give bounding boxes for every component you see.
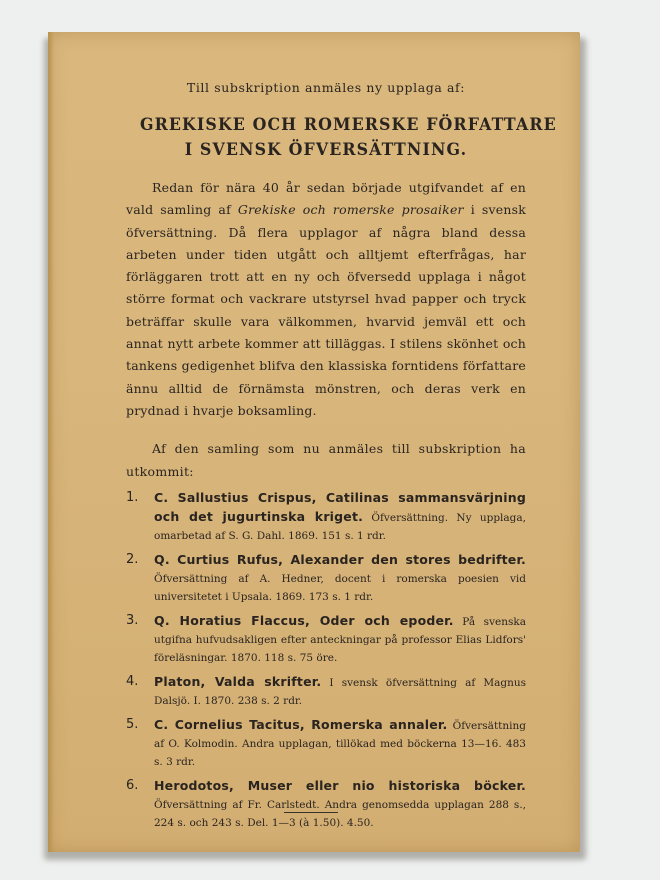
spine-edge <box>48 32 54 852</box>
item-title: Herodotos, Muser eller nio historiska böcker. <box>154 777 526 793</box>
list-item <box>126 551 526 606</box>
item-number: 1. <box>126 489 139 505</box>
item-title: Q. Horatius Flaccus, Oder och epoder. <box>154 612 454 628</box>
description-italic-title: Grekiske och romerske prosaiker <box>237 202 464 218</box>
item-number: 5. <box>126 716 139 732</box>
item-details: Öfversättning af A. Hedner, docent i romerska poesien vid universitetet i Upsala. 1869. 173 s. 1 rdr. <box>154 572 526 603</box>
item-text <box>154 612 526 667</box>
item-details: Öfversättning af Fr. Carlstedt. Andra genomsedda upplagan 288 s., 224 s. och 243 s. Del. 1—3 (à 1.50). 4.50. <box>154 798 526 829</box>
item-details: I svensk öfversättning af Magnus Dalsjö. I. 1870. 238 s. 2 rdr. <box>154 676 526 707</box>
item-title: Platon, Valda skrifter. <box>154 673 322 689</box>
item-number: 3. <box>126 612 139 628</box>
item-details: Öfversättning af O. Kolmodin. Andra upplagan, tillökad med böckerna 13—16. 483 s. 3 rdr. <box>154 719 526 768</box>
item-text <box>154 551 526 606</box>
item-title: C. Cornelius Tacitus, Romerska annaler. <box>154 716 448 732</box>
item-number: 2. <box>126 551 139 567</box>
book-back-cover <box>48 32 580 852</box>
item-text <box>154 673 526 710</box>
list-item <box>126 489 526 545</box>
series-title-line-1: GREKISKE OCH ROMERSKE FÖRFATTARE <box>140 115 557 135</box>
item-text <box>154 777 526 832</box>
item-text <box>154 489 526 545</box>
published-works-list <box>126 489 526 832</box>
list-item <box>126 716 526 771</box>
list-item <box>126 612 526 667</box>
list-item <box>126 777 526 832</box>
item-text <box>154 716 526 771</box>
cover-text-block <box>126 80 557 832</box>
item-title: C. Sallustius Crispus, Catilinas sammansvärjning och det jugurtinska kriget. <box>154 489 526 524</box>
published-intro-paragraph: Af den samling som nu anmäles till subskription ha utkommit: <box>126 441 526 479</box>
description-text-start: Redan för nära 40 år sedan började utgifvandet af en vald samling af <box>126 180 526 218</box>
closing-rule <box>284 812 338 813</box>
item-details: Öfversättning. Ny upplaga, omarbetad af S. G. Dahl. 1869. 151 s. 1 rdr. <box>154 511 526 542</box>
description-text-end: i svensk öfversättning. Då flera upplagor af några bland dessa arbeten under tiden utgått och alltjemt efterfrågas, har förläggaren trott att en ny och öfversedd upplaga i något större format och vackrare utstyrsel hvad papper och tryck beträffar skulle vara välkommen, hvarvid jemväl ett och annat nytt arbete kommer att tilläggas. I stilens skönhet och tankens gedigenhet blifva den klassiska forntidens författare ännu alltid de förnämsta mönstren, och deras verk en prydnad i hvarje boksamling. <box>126 202 526 418</box>
subscription-intro: Till subskription anmäles ny upplaga af: <box>186 80 466 95</box>
item-details: På svenska utgifna hufvudsakligen efter anteckningar på professor Elias Lidfors' föreläsningar. 1870. 118 s. 75 öre. <box>154 615 526 664</box>
item-title: Q. Curtius Rufus, Alexander den stores bedrifter. <box>154 551 526 567</box>
series-title-line-2: I SVENSK ÖFVERSÄTTNING. <box>184 140 468 160</box>
description-paragraph <box>126 177 526 422</box>
item-number: 4. <box>126 673 139 689</box>
list-item <box>126 673 526 710</box>
item-number: 6. <box>126 777 139 793</box>
